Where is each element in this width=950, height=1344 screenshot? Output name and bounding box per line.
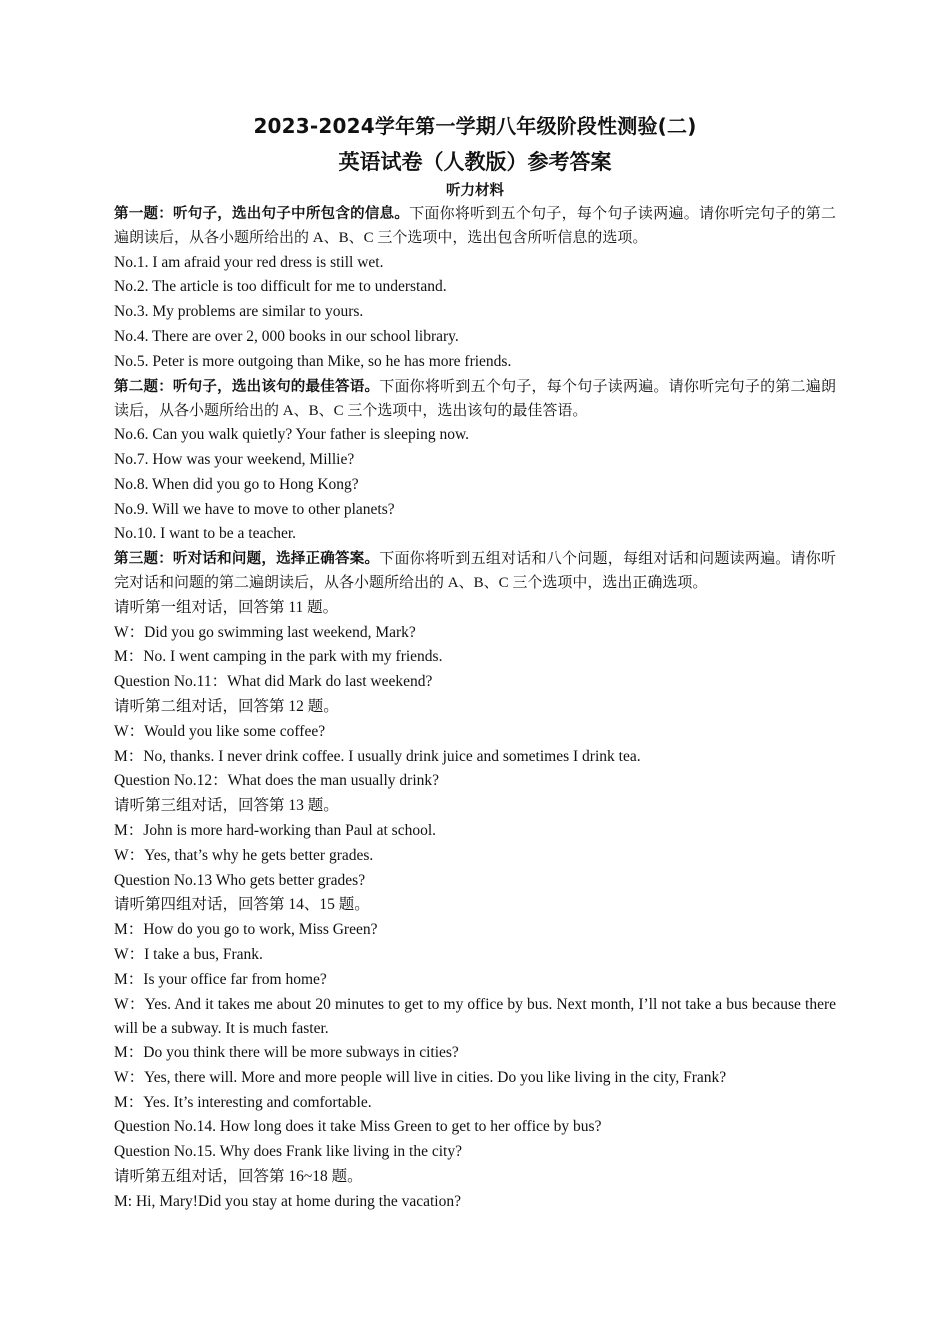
section2-instructions: 下面你将听到五个句子，每个句子读两遍。请你听完句子的第二遍朗读后，从各小题所给出的 A、B、C 三个选项中，选出该句的最佳答语。 <box>114 378 836 419</box>
dialogue-line: M：No, thanks. I never drink coffee. I usually drink juice and sometimes I drink tea. <box>114 747 641 765</box>
dialogue-line: W：Yes, that’s why he gets better grades. <box>114 846 374 864</box>
section3-heading: 第三题：听对话和问题，选择正确答案。 <box>114 551 380 568</box>
section2-heading: 第二题：听句子，选出该句的最佳答语。 <box>114 378 380 395</box>
section1-instructions: 下面你将听到五个句子，每个句子读两遍。请你听完句子的第二遍朗读后，从各小题所给出的 A、B、C 三个选项中，选出包含所听信息的选项。 <box>114 206 836 247</box>
dialogue-line: W：Did you go swimming last weekend, Mark? <box>114 623 416 641</box>
section-subtitle: 听力材料 <box>446 183 504 199</box>
document-title-line2: 英语试卷（人教版）参考答案 <box>338 150 612 174</box>
list-item: No.10. I want to be a teacher. <box>114 525 297 543</box>
dialogue-line: M：How do you go to work, Miss Green? <box>114 921 378 939</box>
section1-paragraph <box>114 202 836 251</box>
dialogue-line: 请听第三组对话，回答第 13 题。 <box>114 797 339 815</box>
dialogue-line: W：Would you like some coffee? <box>114 722 326 740</box>
dialogue-line: Question No.11：What did Mark do last weekend? <box>114 673 433 691</box>
list-item: No.3. My problems are similar to yours. <box>114 303 364 321</box>
list-item: No.9. Will we have to move to other planets? <box>114 500 395 518</box>
list-item: No.7. How was your weekend, Millie? <box>114 450 355 468</box>
dialogue-line: Question No.12：What does the man usually drink? <box>114 772 440 790</box>
section1-heading: 第一题：听句子，选出句子中所包含的信息。 <box>114 206 410 222</box>
dialogue-line: M：Is your office far from home? <box>114 970 327 988</box>
section2-paragraph <box>114 375 836 424</box>
dialogue-line-long: W：Yes. And it takes me about 20 minutes to get to my office by bus. Next month, I’ll not take a bus because there will be a subway. It is much faster. <box>114 995 836 1037</box>
dialogue-line: Question No.13 Who gets better grades? <box>114 871 366 889</box>
document-title-line1: 2023-2024学年第一学期八年级阶段性测验(二) <box>253 114 697 138</box>
dialogue-line: M：No. I went camping in the park with my friends. <box>114 648 443 666</box>
section3-instructions: 下面你将听到五组对话和八个问题，每组对话和问题读两遍。请你听完对话和问题的第二遍朗读后，从各小题所给出的 A、B、C 三个选项中，选出正确选项。 <box>114 551 836 592</box>
list-item: No.1. I am afraid your red dress is still wet. <box>114 253 384 271</box>
dialogue-line: W：Yes, there will. More and more people will live in cities. Do you like living in the city, Frank? <box>114 1068 727 1086</box>
dialogue-line: W：I take a bus, Frank. <box>114 945 263 963</box>
dialogue-line: Question No.15. Why does Frank like living in the city? <box>114 1143 462 1161</box>
list-item: No.5. Peter is more outgoing than Mike, so he has more friends. <box>114 352 512 370</box>
dialogue-line: 请听第五组对话，回答第 16~18 题。 <box>114 1168 363 1186</box>
dialogue-line: 请听第一组对话，回答第 11 题。 <box>114 598 339 616</box>
dialogue-line: M：Yes. It’s interesting and comfortable. <box>114 1093 372 1111</box>
dialogue-line: M: Hi, Mary!Did you stay at home during the vacation? <box>114 1192 461 1210</box>
dialogue-line: M：John is more hard-working than Paul at school. <box>114 821 437 839</box>
dialogue-line: 请听第二组对话，回答第 12 题。 <box>114 697 339 715</box>
list-item: No.6. Can you walk quietly? Your father is sleeping now. <box>114 426 470 444</box>
section3-paragraph <box>114 547 836 596</box>
list-item: No.8. When did you go to Hong Kong? <box>114 475 359 493</box>
list-item: No.4. There are over 2, 000 books in our school library. <box>114 327 459 345</box>
list-item: No.2. The article is too difficult for me to understand. <box>114 278 447 296</box>
dialogue-line: M：Do you think there will be more subways in cities? <box>114 1044 459 1062</box>
document-content <box>114 112 836 1215</box>
dialogue-line: 请听第四组对话，回答第 14、15 题。 <box>114 896 370 914</box>
dialogue-line: Question No.14. How long does it take Miss Green to get to her office by bus? <box>114 1118 602 1136</box>
